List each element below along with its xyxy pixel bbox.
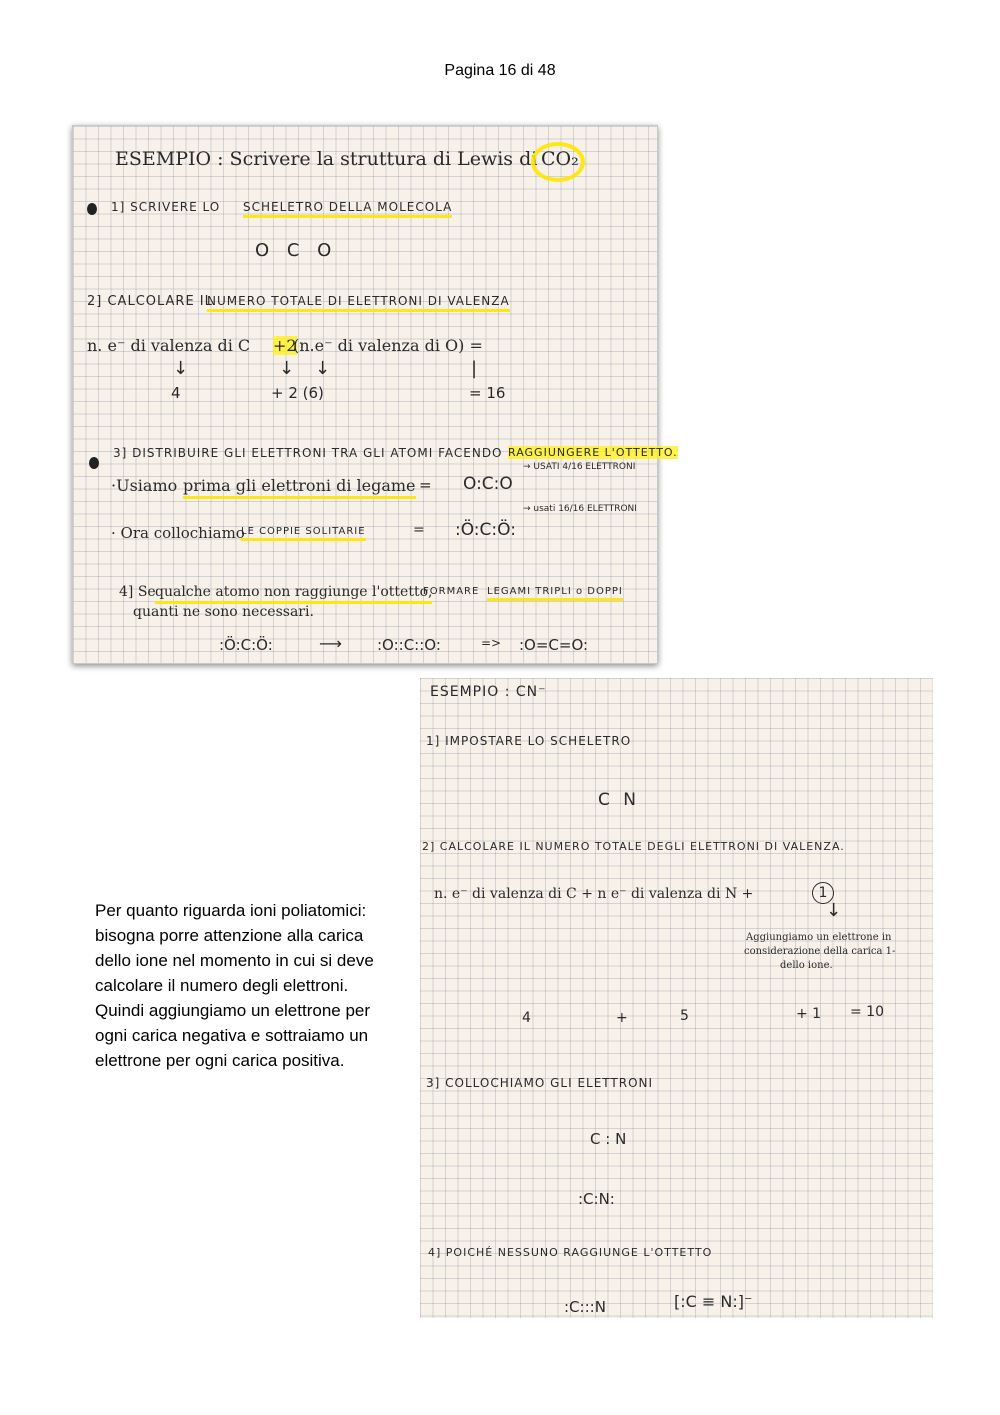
example-title: ESEMPIO : Scrivere la struttura di Lewis di (115, 148, 538, 170)
usati-note-1: → USATI 4/16 ELETTRONI (523, 462, 636, 472)
implies-arrow: => (481, 636, 502, 650)
step3-highlight: RAGGIUNGERE L'OTTETTO. (508, 446, 678, 459)
explanation-line: Per quanto riguarda ioni poliatomici: (95, 901, 367, 920)
structure-bonding: O:C:O (463, 474, 513, 494)
vertical-line-icon: | (471, 358, 478, 379)
note-line-3: dello ione. (780, 960, 833, 971)
ora-underlined: LE COPPIE SOLITARIE (241, 526, 366, 541)
value-total-cn: = 10 (850, 1004, 884, 1020)
structure-cn-2: :C:N: (578, 1190, 615, 1208)
explanation-text (95, 898, 415, 1073)
step2-label-cn: 2] CALCOLARE IL NUMERO TOTALE DEGLI ELETTRONI DI VALENZA. (422, 840, 845, 853)
step4-underlined: qualche atomo non raggiunge l'ottetto, (155, 584, 432, 604)
step4-line2: quanti ne sono necessari. (133, 604, 314, 620)
equation-cn: n. e⁻ di valenza di C + n e⁻ di valenza di N + (434, 886, 754, 902)
value-o: + 2 (6) (271, 384, 324, 402)
page-header: Pagina 16 di 48 (444, 62, 556, 79)
final-structure-a: :Ö:C:Ö: (219, 636, 273, 654)
example-title-cn: ESEMPIO : CN⁻ (430, 684, 547, 700)
step4-mid: FORMARE (423, 586, 480, 597)
molecule-label: CO₂ (541, 148, 579, 170)
equation-right: (n.e⁻ di valenza di O) = (293, 336, 483, 355)
arrow-down-icon: ↓ (173, 358, 189, 379)
value-n-cn: 5 (680, 1008, 689, 1024)
notebook-photo-cn (420, 678, 933, 1318)
note-line-1: Aggiungiamo un elettrone in (746, 932, 892, 943)
value-plus1: + 1 (796, 1006, 822, 1022)
structure-cn-1: C : N (590, 1130, 627, 1148)
equation-left: n. e⁻ di valenza di C (87, 336, 251, 355)
structure-lone-pairs: :Ö:C:Ö: (455, 520, 516, 540)
bullet-dot (89, 457, 99, 469)
final-structure-cn-a: :C:::N (564, 1298, 606, 1316)
value-c: 4 (171, 384, 181, 402)
step1-highlight: SCHELETRO DELLA MOLECOLA (243, 200, 452, 218)
skeleton-cn: C N (598, 790, 640, 810)
explanation-line: dello ione nel momento in cui si deve (95, 951, 374, 970)
final-structure-c: :O=C=O: (519, 636, 589, 654)
notebook-photo-co2 (72, 125, 678, 664)
value-total: = 16 (469, 384, 506, 402)
plus-sign: + (616, 1010, 628, 1026)
step1-label-cn: 1] IMPOSTARE LO SCHELETRO (426, 734, 632, 748)
explanation-line: elettrone per ogni carica positiva. (95, 1051, 345, 1070)
step3-label-cn: 3] COLLOCHIAMO GLI ELETTRONI (426, 1076, 654, 1090)
final-structure-b: :O::C::O: (377, 636, 441, 654)
circled-one: 1 (812, 882, 834, 904)
arrow-down-icon: ↓ (279, 358, 295, 379)
ora-prefix: · Ora collochiamo (111, 524, 245, 542)
step1-label: 1] SCRIVERE LO (111, 200, 221, 214)
final-structure-cn-b: [:C ≡ N:]⁻ (674, 1292, 753, 1311)
step2-highlight: NUMERO TOTALE DI ELETTRONI DI VALENZA (207, 294, 510, 312)
usiamo-underlined: prima gli elettroni di legame (183, 476, 416, 499)
explanation-line: calcolare il numero degli elettroni. (95, 976, 349, 995)
arrow-down-icon: ↓ (826, 900, 842, 921)
ora-equals: = (413, 522, 425, 538)
explanation-line: bisogna porre attenzione alla carica (95, 926, 364, 945)
step4-underlined-2: LEGAMI TRIPLI o DOPPI (487, 586, 623, 601)
skeleton-oco: O C O (255, 240, 338, 261)
usiamo-equals: = (419, 476, 432, 494)
explanation-line: ogni carica negativa e sottraiamo un (95, 1026, 369, 1045)
photo-content (83, 136, 678, 654)
arrow-right-icon: ⟶ (319, 634, 342, 653)
step3-label: 3] DISTRIBUIRE GLI ELETTRONI TRA GLI ATOMI FACENDO (113, 446, 503, 460)
arrow-down-icon: ↓ (315, 358, 331, 379)
usiamo-prefix: ·Usiamo (111, 476, 178, 495)
step2-label: 2] CALCOLARE IL (87, 294, 213, 309)
explanation-line: Quindi aggiungiamo un elettrone per (95, 1001, 371, 1020)
value-c-cn: 4 (522, 1010, 531, 1026)
bullet-dot (87, 203, 97, 215)
equation-plus2: +2 (273, 336, 297, 355)
step4-prefix: 4] Se (119, 584, 156, 600)
step4-label-cn: 4] POICHÉ NESSUNO RAGGIUNGE L'OTTETTO (428, 1246, 713, 1259)
note-line-2: considerazione della carica 1- (744, 946, 896, 957)
usati-note-2: → usati 16/16 ELETTRONI (523, 504, 637, 514)
